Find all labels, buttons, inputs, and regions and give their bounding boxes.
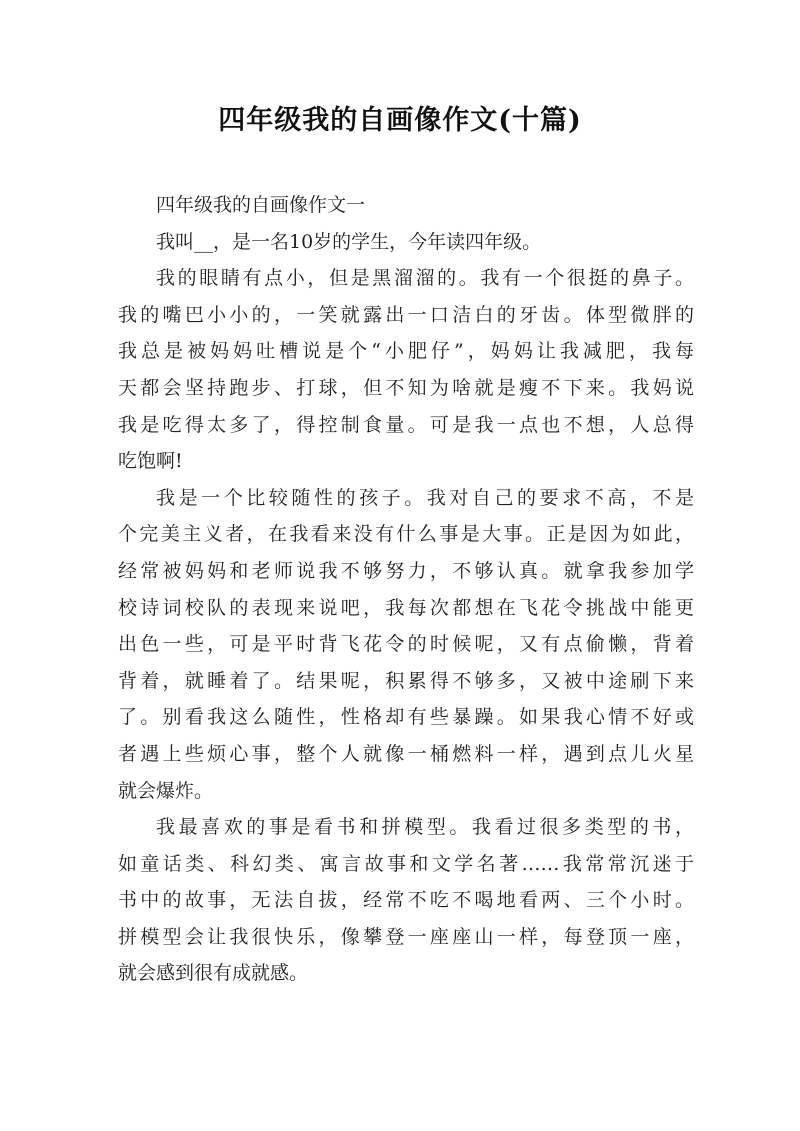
paragraph-line: 我叫__，是一名10岁的学生，今年读四年级。 <box>156 230 542 253</box>
document-title: 四年级我的自画像作文(十篇) <box>218 105 582 136</box>
paragraph-line: 出色一些，可是平时背飞花令的时候呢，又有点偷懒，背着 <box>118 633 694 656</box>
document-body <box>118 186 694 992</box>
paragraph-line: 我是吃得太多了，得控制食量。可是我一点也不想，人总得 <box>118 413 694 436</box>
paragraph-line: 就会感到很有成就感。 <box>118 962 309 985</box>
paragraph-line: 天都会坚持跑步、打球，但不知为啥就是瘦不下来。我妈说 <box>118 376 694 399</box>
paragraph-line: 书中的故事，无法自拔，经常不吃不喝地看两、三个小时。 <box>118 889 694 912</box>
paragraph-line: 我的眼睛有点小，但是黑溜溜的。我有一个很挺的鼻子。 <box>156 267 694 290</box>
paragraph-line: 者遇上些烦心事，整个人就像一桶燃料一样，遇到点儿火星 <box>118 742 694 765</box>
paragraph-line: 我总是被妈妈吐槽说是个“小肥仔”，妈妈让我减肥，我每 <box>118 340 694 363</box>
paragraph-line: 我是一个比较随性的孩子。我对自己的要求不高，不是 <box>156 486 694 509</box>
section-heading: 四年级我的自画像作文一 <box>156 194 366 216</box>
paragraph-line: 就会爆炸。 <box>118 779 214 802</box>
paragraph-line: 如童话类、科幻类、寓言故事和文学名著……我常常沉迷于 <box>118 852 694 875</box>
paragraph-line: 吃饱啊! <box>118 450 183 473</box>
paragraph-line: 经常被妈妈和老师说我不够努力，不够认真。就拿我参加学 <box>118 559 694 582</box>
paragraph-line: 个完美主义者，在我看来没有什么事是大事。正是因为如此， <box>118 523 694 546</box>
paragraph-line: 我最喜欢的事是看书和拼模型。我看过很多类型的书， <box>156 816 694 839</box>
paragraph-line: 背着，就睡着了。结果呢，积累得不够多，又被中途刷下来 <box>118 669 694 692</box>
paragraph-line: 了。别看我这么随性，性格却有些暴躁。如果我心情不好或 <box>118 706 694 729</box>
paragraph-line: 校诗词校队的表现来说吧，我每次都想在飞花令挑战中能更 <box>118 596 694 619</box>
paragraph-line: 我的嘴巴小小的，一笑就露出一口洁白的牙齿。体型微胖的 <box>118 303 694 326</box>
paragraph-line: 拼模型会让我很快乐，像攀登一座座山一样，每登顶一座， <box>118 925 694 948</box>
